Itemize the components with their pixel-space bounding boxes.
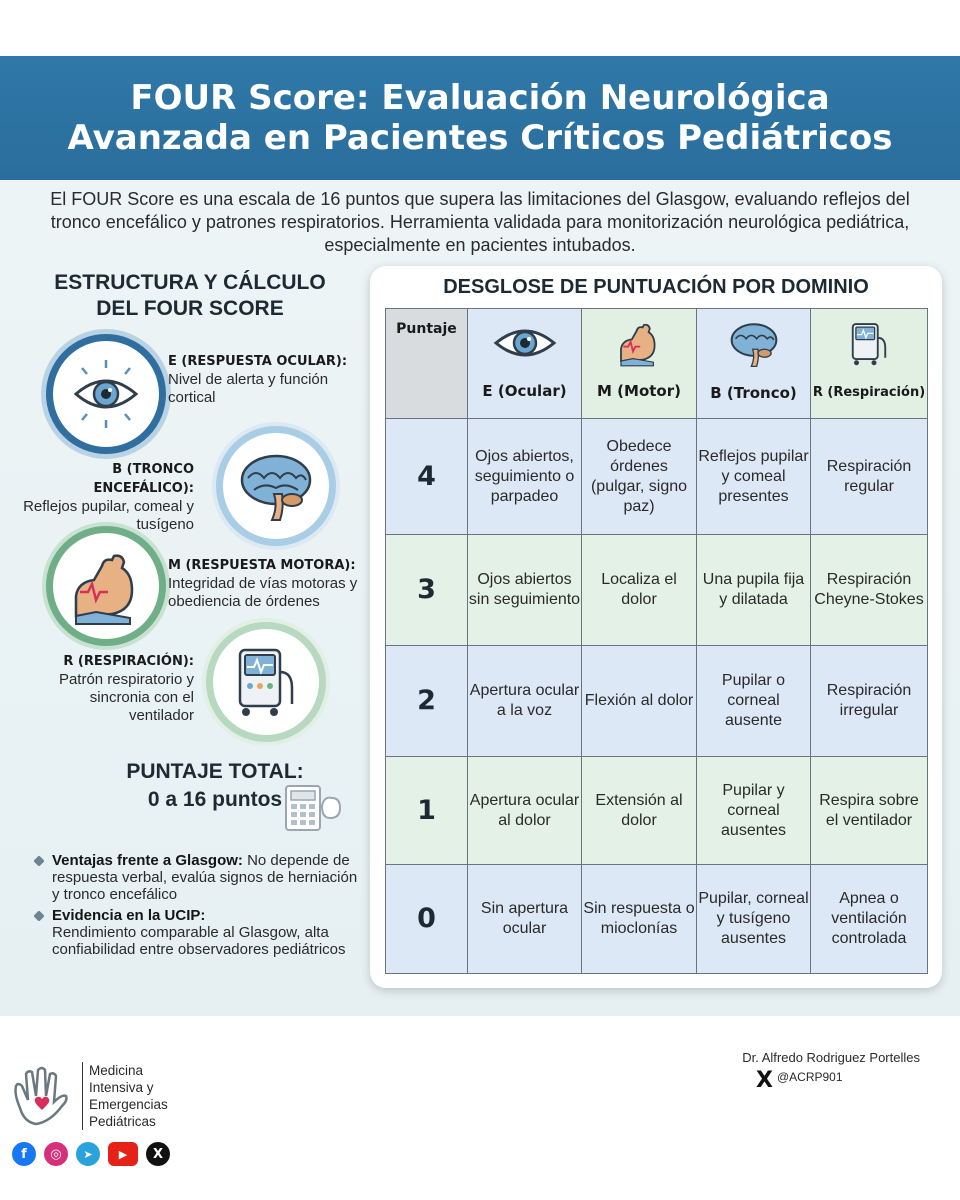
page-title [0, 56, 960, 158]
table-cell: Pupilar y corneal ausentes [697, 757, 811, 865]
table-cell: Extensión al dolor [582, 757, 697, 865]
brand-line-4: Pediátricas [89, 1114, 156, 1129]
table-cell: Reflejos pupilar y comeal presentes [697, 419, 811, 535]
bullet-marker [33, 855, 44, 866]
author-name: Dr. Alfredo Rodriguez Portelles [742, 1050, 920, 1065]
arm-circle [46, 526, 166, 646]
table-cell: Pupilar, corneal y tusígeno ausentes [697, 865, 811, 974]
table-row [386, 535, 928, 646]
column-label-tronco: B (Tronco) [710, 384, 797, 402]
table-cell: Ojos abiertos sin seguimiento [468, 535, 582, 646]
table-cell: Ojos abiertos, seguimiento o parpadeo [468, 419, 582, 535]
structure-title [30, 270, 350, 322]
header-banner [0, 56, 960, 180]
column-header-ocular [468, 309, 582, 419]
bullet-advantages [34, 852, 364, 903]
social-icons [12, 1142, 170, 1166]
domain-r-desc: Patrón respiratorio y sincronia con el ventilador [58, 671, 194, 724]
title-line-2: Avanzada en Pacientes Críticos Pediátricos [67, 118, 893, 158]
title-line-1: FOUR Score: Evaluación Neurológica [130, 78, 830, 118]
bullet-evidence-title: Evidencia en la UCIP: [52, 907, 206, 924]
table-cell: Una pupila fija y dilatada [697, 535, 811, 646]
table-cell: Localiza el dolor [582, 535, 697, 646]
brand-name [82, 1062, 212, 1130]
youtube-icon[interactable]: ▶ [108, 1142, 138, 1166]
ventilator-circle [206, 622, 326, 742]
domain-m-desc: Integridad de vías motoras y obediencia de órdenes [168, 575, 358, 610]
arm-icon [615, 319, 663, 367]
intro-paragraph: El FOUR Score es una escala de 16 puntos que supera las limitaciones del Glasgow, evaluando reflejos del tronco encefálico y patrones respiratorios. Herramienta validada para monitorización neurológica pediátrica, especialmente en pacientes intubados. [50, 189, 910, 255]
domain-b-label: B (TRONCO ENCEFÁLICO): [93, 462, 194, 496]
score-column-header: Puntaje [386, 309, 468, 419]
column-label-motor: M (Motor) [597, 382, 681, 400]
score-cell: 4 [386, 419, 468, 535]
eye-icon [492, 319, 558, 367]
brain-icon [234, 444, 318, 528]
table-cell: Respira sobre el ventilador [811, 757, 928, 865]
brand-line-3: Emergencias [89, 1097, 168, 1112]
table-row [386, 757, 928, 865]
structure-title-line-2: DEL FOUR SCORE [96, 297, 284, 320]
x-logo-icon: X [756, 1068, 773, 1093]
hand-logo-icon [8, 1064, 74, 1130]
table-cell: Flexión al dolor [582, 646, 697, 757]
scoring-table [385, 308, 928, 974]
author-handle: @ACRP901 [776, 1070, 843, 1084]
score-cell: 0 [386, 865, 468, 974]
facebook-icon[interactable]: f [12, 1142, 36, 1166]
column-header-respiracion [811, 309, 928, 419]
domain-e [168, 352, 348, 407]
bullet-marker [33, 910, 44, 921]
table-cell: Respiración Cheyne-Stokes [811, 535, 928, 646]
brain-circle [216, 426, 336, 546]
table-cell: Respiración irregular [811, 646, 928, 757]
column-label-ocular: E (Ocular) [482, 382, 567, 400]
brand-line-1: Medicina [89, 1063, 144, 1078]
bullet-list [34, 852, 364, 962]
table-cell: Apnea o ventilación controlada [811, 865, 928, 974]
score-cell: 2 [386, 646, 468, 757]
domain-b-desc: Reflejos pupilar, comeal y tusígeno [23, 498, 194, 533]
total-value: 0 a 16 puntos [147, 788, 283, 811]
table-title: DESGLOSE DE PUNTUACIÓN POR DOMINIO [443, 276, 869, 298]
table-cell: Sin apertura ocular [468, 865, 582, 974]
telegram-icon[interactable]: ➤ [76, 1142, 100, 1166]
column-header-tronco [697, 309, 811, 419]
table-cell: Sin respuesta o mioclonías [582, 865, 697, 974]
ventilator-icon [844, 319, 894, 369]
table-cell: Apertura ocular al dolor [468, 757, 582, 865]
table-row [386, 419, 928, 535]
eye-circle [46, 334, 166, 454]
ventilator-icon [226, 642, 306, 722]
table-header-row [386, 309, 928, 419]
table-cell: Obedece órdenes (pulgar, signo paz) [582, 419, 697, 535]
table-row [386, 646, 928, 757]
calculator-brain-icon [282, 782, 344, 834]
table-cell: Respiración regular [811, 419, 928, 535]
domain-b [14, 460, 194, 534]
structure-title-line-1: ESTRUCTURA Y CÁLCULO [54, 271, 326, 294]
domain-m-label: M (RESPUESTA MOTORA): [168, 558, 356, 573]
domain-r-label: R (RESPIRACIÓN): [63, 654, 194, 669]
brain-icon [726, 319, 782, 369]
table-cell: Apertura ocular a la voz [468, 646, 582, 757]
total-label: PUNTAJE TOTAL: [126, 760, 304, 783]
domain-r [40, 652, 194, 725]
score-cell: 1 [386, 757, 468, 865]
instagram-icon[interactable]: ◎ [44, 1142, 68, 1166]
score-cell: 3 [386, 535, 468, 646]
column-header-motor [582, 309, 697, 419]
bullet-advantages-text: No depende de respuesta verbal, evalúa signos de herniación y tronco encefálico [52, 852, 358, 903]
bullet-advantages-title: Ventajas frente a Glasgow: [52, 852, 243, 869]
table-row [386, 865, 928, 974]
author-handle-row[interactable] [756, 1070, 843, 1092]
eye-icon [68, 356, 144, 432]
brand-line-2: Intensiva y [89, 1080, 154, 1095]
arm-icon [66, 546, 146, 626]
domain-e-label: E (RESPUESTA OCULAR): [168, 354, 348, 369]
bullet-evidence [34, 907, 364, 958]
table-cell: Pupilar o corneal ausente [697, 646, 811, 757]
x-icon[interactable]: X [146, 1142, 170, 1166]
domain-e-desc: Nivel de alerta y función cortical [168, 371, 329, 406]
domain-m [168, 556, 364, 611]
bullet-evidence-text: Rendimiento comparable al Glasgow, alta confiabilidad entre observadores pediátricos [52, 924, 346, 958]
column-label-respiracion: R (Respiración) [812, 385, 926, 400]
